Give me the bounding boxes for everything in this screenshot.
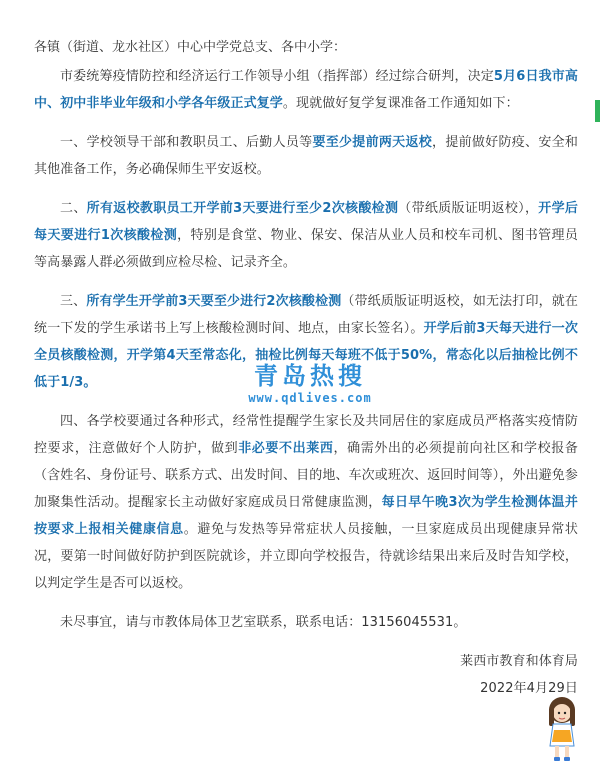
intro-text-end: 。现就做好复学复课准备工作通知如下： [282, 96, 519, 111]
item-4-highlight-1: 非必要不出莱西 [238, 441, 334, 456]
intro-highlight: 5月6日我市高中、初中非毕业年级和小学各年级正式复学 [34, 69, 578, 111]
item-1-text-end: ，提前做好防疫、安全和其他准备工作，务必确保师生平安返校。 [34, 135, 578, 177]
signature-date: 2022年4月29日 [480, 681, 578, 696]
item-4-paragraph [34, 408, 578, 597]
item-4-text-mid: ，确需外出的必须提前向社区和学校报备（含姓名、身份证号、联系方式、出发时间、目的地、车次或班次、返回时间等），外出避免参加聚集性活动。提醒家长主动做好家庭成员日常健康监测， [34, 441, 578, 510]
item-4-text: 四、各学校要通过各种形式，经常性提醒学生家长及共同居住的家庭成员严格落实疫情防控要求，注意做好个人防护，做到 [34, 414, 578, 456]
item-2-paragraph [34, 195, 578, 276]
watermark-url: www.qdlives.com [248, 391, 372, 405]
item-1-highlight: 要至少提前两天返校 [312, 135, 433, 150]
intro-text: 市委统筹疫情防控和经济运行工作领导小组（指挥部）经过综合研判，决定 [60, 69, 494, 84]
intro-paragraph [34, 63, 578, 117]
item-2-text-end: ，特别是食堂、物业、保安、保洁从业人员和校车司机、图书管理员等高暴露人群必须做到应检尽检、记录齐全。 [34, 228, 578, 270]
item-1-paragraph [34, 129, 578, 183]
item-2-text: （带纸质版证明返校）， [398, 201, 539, 216]
edge-accent-bar [595, 100, 600, 122]
signature-org: 莱西市教育和体育局 [460, 654, 578, 669]
watermark-title: 青岛热搜 [254, 362, 366, 390]
item-4-text-end: 。避免与发热等异常症状人员接触，一旦家庭成员出现健康异常状况，要第一时间做好防护到医院就诊，并立即向学校报告，待就诊结果出来后及时告知学校，以判定学生是否可以返校。 [34, 522, 578, 591]
cartoon-girl-icon [542, 694, 582, 764]
item-2-number: 二、 [60, 201, 87, 216]
item-2-highlight-2: 开学后每天要进行1次核酸检测 [34, 201, 578, 243]
item-3-text: （带纸质版证明返校，如无法打印，就在统一下发的学生承诺书上写上核酸检测时间、地点，由家长签名）。 [34, 294, 578, 336]
item-1-text: 一、学校领导干部和教职员工、后勤人员等 [60, 135, 313, 150]
closing-paragraph: 未尽事宜，请与市教体局体卫艺室联系，联系电话：13156045531。 [60, 615, 467, 630]
item-4-highlight-2: 每日早午晚3次为学生检测体温并按要求上报相关健康信息 [34, 495, 578, 537]
item-3-number: 三、 [60, 294, 87, 309]
item-3-highlight-1: 所有学生开学前3天要至少进行2次核酸检测 [86, 294, 342, 309]
item-2-highlight-1: 所有返校教职员工开学前3天要进行至少2次核酸检测 [86, 201, 399, 216]
item-3-highlight-2: 开学后前3天每天进行一次全员核酸检测，开学第4天至常态化，抽检比例每天每班不低于50%，常态化以后抽检比例不低于1/3。 [34, 321, 578, 390]
watermark [235, 362, 385, 406]
greeting-line: 各镇（街道、龙水社区）中心中学党总支、各中小学： [34, 40, 347, 55]
